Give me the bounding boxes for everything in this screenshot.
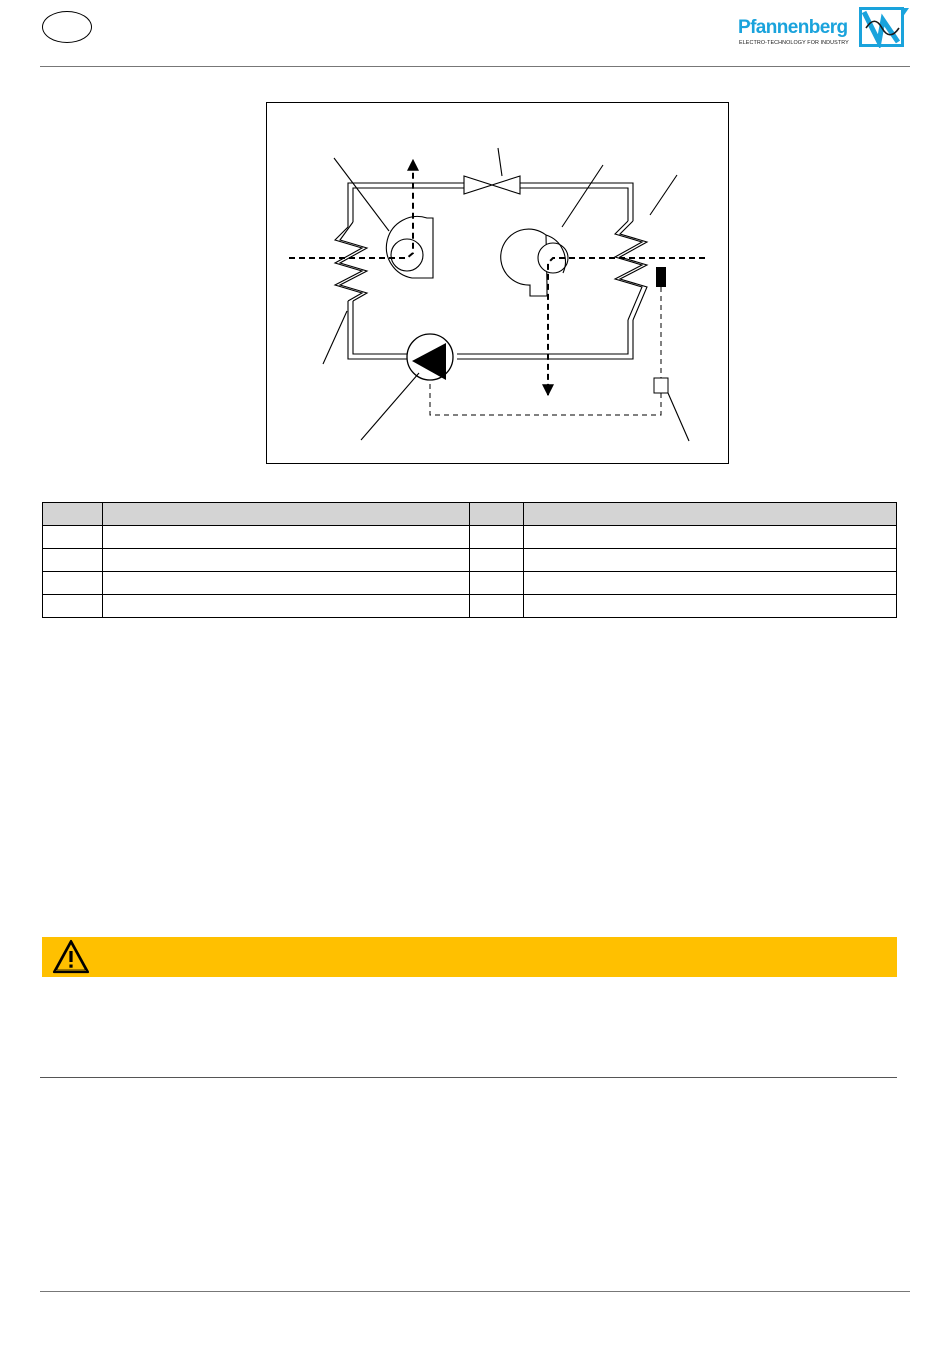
thermostat-box xyxy=(654,378,668,393)
legend-table xyxy=(42,502,897,618)
table-cell xyxy=(43,572,103,595)
diagram-canvas xyxy=(267,103,730,465)
table-cell xyxy=(524,549,897,572)
table-cell xyxy=(470,549,524,572)
logo-tagline: ELECTRO-TECHNOLOGY FOR INDUSTRY xyxy=(739,40,849,46)
table-cell xyxy=(470,595,524,618)
warning-banner xyxy=(42,937,897,977)
table-cell xyxy=(470,526,524,549)
temperature-sensor xyxy=(656,267,666,287)
evaporator-fan-icon xyxy=(501,229,568,296)
pfannenberg-logo xyxy=(738,6,910,48)
expansion-valve-icon xyxy=(464,176,520,194)
table-row xyxy=(43,549,897,572)
condenser-fan-icon xyxy=(386,216,433,278)
callout-leader-lines xyxy=(323,148,689,441)
table-row xyxy=(43,595,897,618)
header-divider xyxy=(40,66,910,67)
table-cell xyxy=(103,526,470,549)
logo-mark-icon xyxy=(858,6,910,48)
airflow-dashed-lines xyxy=(289,160,705,395)
language-badge xyxy=(42,11,92,43)
table-cell xyxy=(43,595,103,618)
legend-header-cell xyxy=(524,503,897,526)
table-cell xyxy=(43,549,103,572)
section-divider xyxy=(40,1077,897,1078)
legend-header-cell xyxy=(103,503,470,526)
compressor-icon xyxy=(407,334,453,380)
table-cell xyxy=(524,572,897,595)
refrigerant-pipe-loop xyxy=(348,183,633,359)
table-cell xyxy=(103,572,470,595)
thermostat-control-wiring xyxy=(430,287,661,415)
table-row xyxy=(43,526,897,549)
legend-header-cell xyxy=(43,503,103,526)
table-cell xyxy=(103,595,470,618)
table-cell xyxy=(43,526,103,549)
table-cell xyxy=(524,595,897,618)
table-cell xyxy=(524,526,897,549)
refrigerant-circuit-diagram xyxy=(266,102,729,464)
footer-divider xyxy=(40,1291,910,1292)
evaporator-coil xyxy=(615,221,647,320)
condenser-coil xyxy=(335,222,367,301)
warning-triangle-icon xyxy=(51,938,91,976)
table-cell xyxy=(470,572,524,595)
legend-header-cell xyxy=(470,503,524,526)
legend-header-row xyxy=(43,503,897,526)
logo-wordmark: Pfannenberg xyxy=(738,17,848,38)
table-cell xyxy=(103,549,470,572)
table-row xyxy=(43,572,897,595)
